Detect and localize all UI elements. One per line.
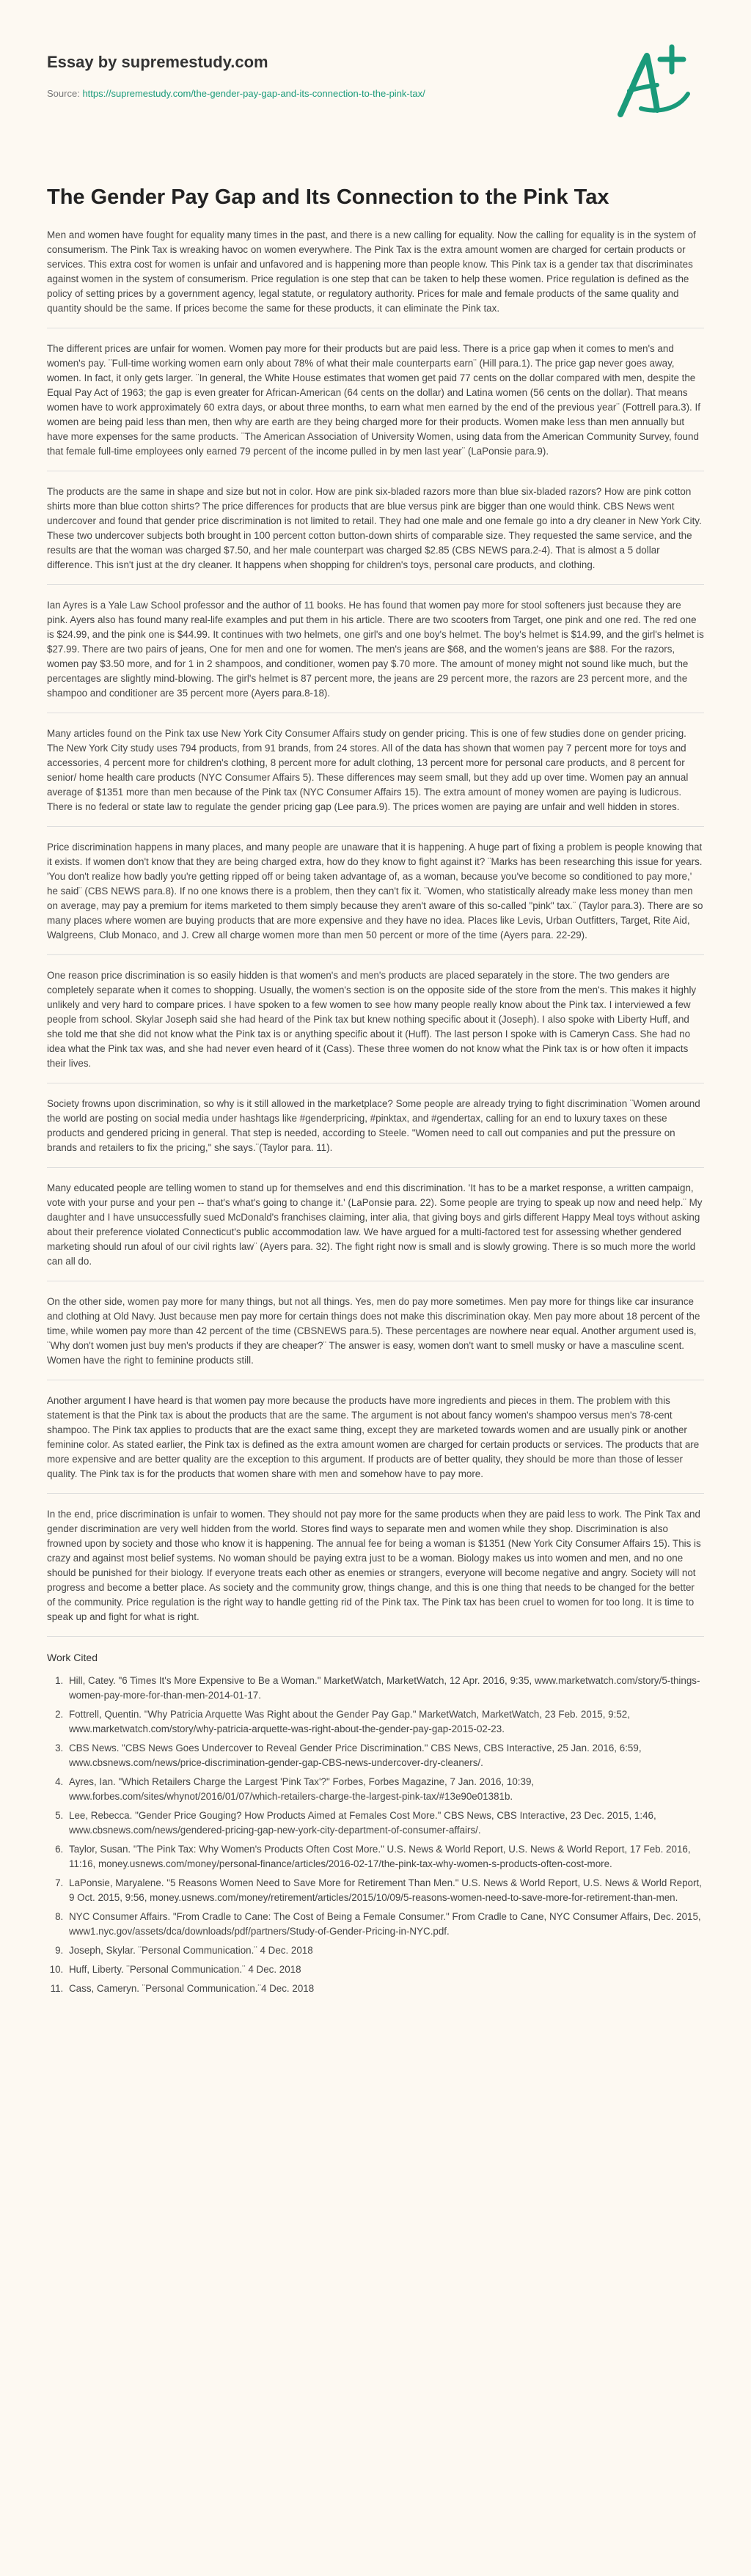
paragraph: Another argument I have heard is that women pay more because the products have more ingredients and pieces in them. The problem with this statement is that the Pink tax is about the products that are the same. The argument is not about fancy women's shampoo versus men's 78-cent shampoo. The Pink tax applies to products that are the exact same thing, except they are marketed towards women and are usually pink or another feminine color. As stated earlier, the Pink tax is defined as the extra amount women are charged for certain products or services. The products that are more expensive and are better quality are the exception to this argument. If products are of better quality, they should be more than those of lesser quality. The Pink tax is for the products that women share with men and somehow have to pay more. [47, 1394, 704, 1494]
source-label: Source: [47, 88, 80, 99]
essay-title: The Gender Pay Gap and Its Connection to the Pink Tax [47, 185, 609, 209]
paragraph: Price discrimination happens in many places, and many people are unaware that it is happening. A huge part of fixing a problem is people knowing that it exists. If women don't know that they are being charged extra, how do they know to fight against it? ¨Marks has been researching this issue for years. 'You don't realize how badly you're getting ripped off or being taken advantage of, as a woman, because you've become so conditioned to pay more,' he said¨ (CBS NEWS para.8). If no one knows there is a problem, then they can't fix it. ¨Women, who statistically already make less money than men on average, may pay a premium for items marketed to them simply because they aren't aware of this so-called "pink" tax.¨ (Taylor para.3). There are so many places where women are buying products that are more expensive and they have no idea. Places like Levis, Urban Outfitters, Target, Rite Aid, Walgreens, Club Monaco, and J. Crew all charge women more than men 50 percent or more of the time (Ayers para. 22-29). [47, 840, 704, 955]
citation-item: 4. Ayres, Ian. "Which Retailers Charge the Largest 'Pink Tax'?" Forbes, Forbes Magazine, 7 Jan. 2016, 10:39, www.forbes.com/sites/whynot/2016/01/07/which-retailers-charge-the-largest-pink-tax/#13e90e01381b. [66, 1775, 704, 1804]
paragraph: Ian Ayres is a Yale Law School professor and the author of 11 books. He has found that women pay more for stool softeners just because they are pink. Ayers also has found many real-life examples and put them in his article. There are two scooters from Target, one pink and one red. The red one is $24.99, and the pink one is $44.99. It continues with two helmets, one girl's and one boy's helmet. The boy's helmet is $14.99, and the girl's helmet is $27.99. There are two pairs of jeans, One for men and one for women. The men's jeans are $68, and the women's jeans are $88. For the razors, women pay $3.50 more, and for 1 in 2 shampoos, and conditioner, women pay $.70 more. The amount of money might not sound like much, but the percentages are slightly mind-blowing. The girl's helmet is 87 percent more, the jeans are 29 percent more, the razors are 23 percent more, and the shampoo and conditioner are 35 percent more (Ayers para.8-18). [47, 598, 704, 713]
citation-item: 7. LaPonsie, Maryalene. "5 Reasons Women Need to Save More for Retirement Than Men." U.S. News & World Report, U.S. News & World Report, 9 Oct. 2015, 9:56, money.usnews.com/money/retirement/articles/2015/10/09/5-reasons-women-need-to-save-more-for-retirement-than-men. [66, 1876, 704, 1905]
paragraph: Many articles found on the Pink tax use New York City Consumer Affairs study on gender pricing. This is one of few studies done on gender pricing. The New York City study uses 794 products, from 91 brands, from 24 stores. All of the data has shown that women pay 7 percent more for toys and accessories, 4 percent more for children's clothing, 8 percent more for adult clothing, 13 percent more for personal care products, and 8 percent for senior/ home health care products (NYC Consumer Affairs 5). These differences may seem small, but they add up over time. Women pay an annual average of $1351 more than men because of the Pink tax (NYC Consumer Affairs 15). The extra amount of money women are paying is ludicrous. There is no federal or state law to regulate the gender pricing gap (Lee para.9). The prices women are paying are unfair and well hidden in stores. [47, 726, 704, 827]
citation-item: 5. Lee, Rebecca. "Gender Price Gouging? How Products Aimed at Females Cost More." CBS News, CBS Interactive, 23 Dec. 2015, 1:46, www.cbsnews.com/news/gendered-pricing-gap-new-york-city-department-of-consumer-affairs/. [66, 1808, 704, 1838]
citation-item: 11. Cass, Cameryn. ¨Personal Communication.¨4 Dec. 2018 [66, 1981, 704, 1996]
a-plus-logo-icon [613, 43, 694, 119]
site-title: Essay by supremestudy.com [47, 53, 268, 71]
works-cited-heading: Work Cited [47, 1651, 98, 1663]
paragraph: Many educated people are telling women to stand up for themselves and end this discrimination. 'It has to be a market response, a written campaign, vote with your purse and your pen -- that's what's going to change it.' (LaPonsie para. 22). Some people are trying to speak up now and need help.¨ My daughter and I have unsuccessfully sued McDonald's franchises claiming, inter alia, that giving boys and girls different Happy Meal toys without asking about their preference violated Connecticut's public accommodation law. We have argued for a multi-factored test for assessing whether gendered marketing should run afoul of our civil rights law¨ (Ayers para. 32). The fight right now is small and is slowly growing. There is so much more the world can all do. [47, 1181, 704, 1281]
citation-item: 6. Taylor, Susan. "The Pink Tax: Why Women's Products Often Cost More." U.S. News & World Report, U.S. News & World Report, 17 Feb. 2016, 11:16, money.usnews.com/money/personal-finance/articles/2016-02-17/the-pink-tax-why-women-s-products-often-cost-more. [66, 1842, 704, 1872]
citation-item: 1. Hill, Catey. "6 Times It's More Expensive to Be a Woman." MarketWatch, MarketWatch, 12 Apr. 2016, 9:35, www.marketwatch.com/story/5-things-women-pay-more-for-than-men-2014-01-17. [66, 1674, 704, 1703]
citation-item: 8. NYC Consumer Affairs. "From Cradle to Cane: The Cost of Being a Female Consumer." From Cradle to Cane, NYC Consumer Affairs, Dec. 2015, www1.nyc.gov/assets/dca/downloads/pdf/partners/Study-of-Gender-Pricing-in-NYC.pdf. [66, 1910, 704, 1939]
source-link[interactable]: https://supremestudy.com/the-gender-pay-gap-and-its-connection-to-the-pink-tax/ [82, 88, 425, 99]
paragraph: In the end, price discrimination is unfair to women. They should not pay more for the same products when they are paid less to work. The Pink Tax and gender discrimination are very well hidden from the world. Stores find ways to separate men and women while they shop. Discrimination is also frowned upon by society and those who know it is happening. The annual fee for being a woman is $1351 (New York City Consumer Affairs 15). This is crazy and against most belief systems. No woman should be paying extra just to be a woman. Biology makes us into women and men, and no one should be punished for their biology. If everyone treats each other as enemies or strangers, everyone will become negative and angry. Society will not progress and become a better place. As society and the community grow, things change, and this is one thing that needs to be changed for the better of the community. Price regulation is the right way to handle getting rid of the Pink tax. The Pink tax has been cruel to women for too long. It is time to speak up and fight for what is right. [47, 1507, 704, 1637]
citation-item: 3. CBS News. "CBS News Goes Undercover to Reveal Gender Price Discrimination." CBS News, CBS Interactive, 25 Jan. 2016, 6:59, www.cbsnews.com/news/price-discrimination-gender-gap-CBS-news-undercover-dry-cleaners/. [66, 1741, 704, 1770]
citation-item: 10. Huff, Liberty. ¨Personal Communication.¨ 4 Dec. 2018 [66, 1962, 704, 1977]
page-header [47, 0, 704, 110]
paragraph: Men and women have fought for equality many times in the past, and there is a new calling for equality. Now the calling for equality is in the system of consumerism. The Pink Tax is wreaking havoc on women everywhere. The Pink Tax is the extra amount women are charged for certain products or services. This extra cost for women is unfair and unfavored and is happening more than people know. This Pink tax is a gender tax that discriminates against women in the system of consumerism. Price regulation is one step that can be taken to help these women. Price regulation is defined as the policy of setting prices by a government agency, legal statute, or regulatory authority. Prices for male and female products of the same quality and quantity should be the same. If prices become the same for these products, it can eliminate the Pink tax. [47, 228, 704, 328]
paragraph: One reason price discrimination is so easily hidden is that women's and men's products are placed separately in the store. The two genders are completely separate when it comes to shopping. Usually, the women's section is on the opposite side of the store from the men's. This makes it highly unlikely and very hard to compare prices. I have spoken to a few women to see how many people really know about the Pink tax. I interviewed a few people from school. Skylar Joseph said she had heard of the Pink tax but knew nothing specific about it (Joseph). I also spoke with Liberty Huff, and she told me that she did not know what the Pink tax is or anything specific about it (Huff). The last person I spoke with is Cameryn Cass. She had no idea what the Pink tax was, and she had never even heard of it (Cass). These three women do not know what the Pink tax is or how often it impacts their lives. [47, 968, 704, 1083]
citation-item: 9. Joseph, Skylar. ¨Personal Communication.¨ 4 Dec. 2018 [66, 1943, 704, 1958]
paragraph: On the other side, women pay more for many things, but not all things. Yes, men do pay more sometimes. Men pay more for things like car insurance and clothing at Old Navy. Just because men pay more for certain things does not make this discrimination okay. Men pay more about 18 percent of the time, while women pay more than 42 percent of the time (CBSNEWS para.5). These percentages are nowhere near equal. Another argument used is, ¨Why don't women just buy men's products if they are cheaper?¨ The answer is easy, women don't want to smell musky or have a masculine scent. Women have the right to feminine products still. [47, 1295, 704, 1380]
essay-body [47, 228, 704, 1637]
citation-item: 2. Fottrell, Quentin. "Why Patricia Arquette Was Right about the Gender Pay Gap." MarketWatch, MarketWatch, 23 Feb. 2015, 9:52, www.marketwatch.com/story/why-patricia-arquette-was-right-about-the-gender-pay-gap-2015-02-23. [66, 1707, 704, 1737]
paragraph: The different prices are unfair for women. Women pay more for their products but are paid less. There is a price gap when it comes to men's and women's pay. ¨Full-time working women earn only about 78% of what their male counterparts earn¨ (Hill para.1). The price gap never goes away, women. In fact, it only gets larger. ¨In general, the White House estimates that women get paid 77 cents on the dollar compared with men, despite the Equal Pay Act of 1963; the gap is even greater for African-American (64 cents on the dollar) and Latina women (56 cents on the dollar). That means women have to work approximately 60 extra days, or about three months, to earn what men earned by the end of the previous year¨ (Fottrell para.3). If women are being paid less than men, then why are earth are they being charged more for their products. Women make less than men annually but have more expenses for the same products. ¨The American Association of University Women, using data from the American Community Survey, found that female full-time employees only earned 79 percent of the income pulled in by men last year¨ (LaPonsie para.9). [47, 342, 704, 471]
paragraph: The products are the same in shape and size but not in color. How are pink six-bladed razors more than blue six-bladed razors? How are pink cotton shirts more than blue cotton shirts? The price differences for products that are blue versus pink are bigger than one would think. CBS News went undercover and found that gender price discrimination is not limited to retail. They had one male and one female go into a dry cleaner in New York City. These two undercover subjects both brought in 100 percent cotton button-down shirts of comparable size. They requested the same service, and the results are that the woman was charged $7.50, and her male counterpart was charged $2.85 (CBS NEWS para.2-4). That is almost a 5 dollar difference. This isn't just at the dry cleaner. It happens when shopping for children's toys, personal care products, and clothing. [47, 485, 704, 585]
paragraph: Society frowns upon discrimination, so why is it still allowed in the marketplace? Some people are already trying to fight discrimination ¨Women around the world are posting on social media under hashtags like #genderpricing, #pinktax, and #gendertax, calling for an end to luxury taxes on these products and gendered pricing in general. That step is needed, according to Steele. "Women need to call out companies and put the pressure on brands and retailers to fix the pricing," she says.¨(Taylor para. 11). [47, 1097, 704, 1168]
works-cited-list [47, 1674, 704, 1996]
source-line [47, 88, 425, 99]
